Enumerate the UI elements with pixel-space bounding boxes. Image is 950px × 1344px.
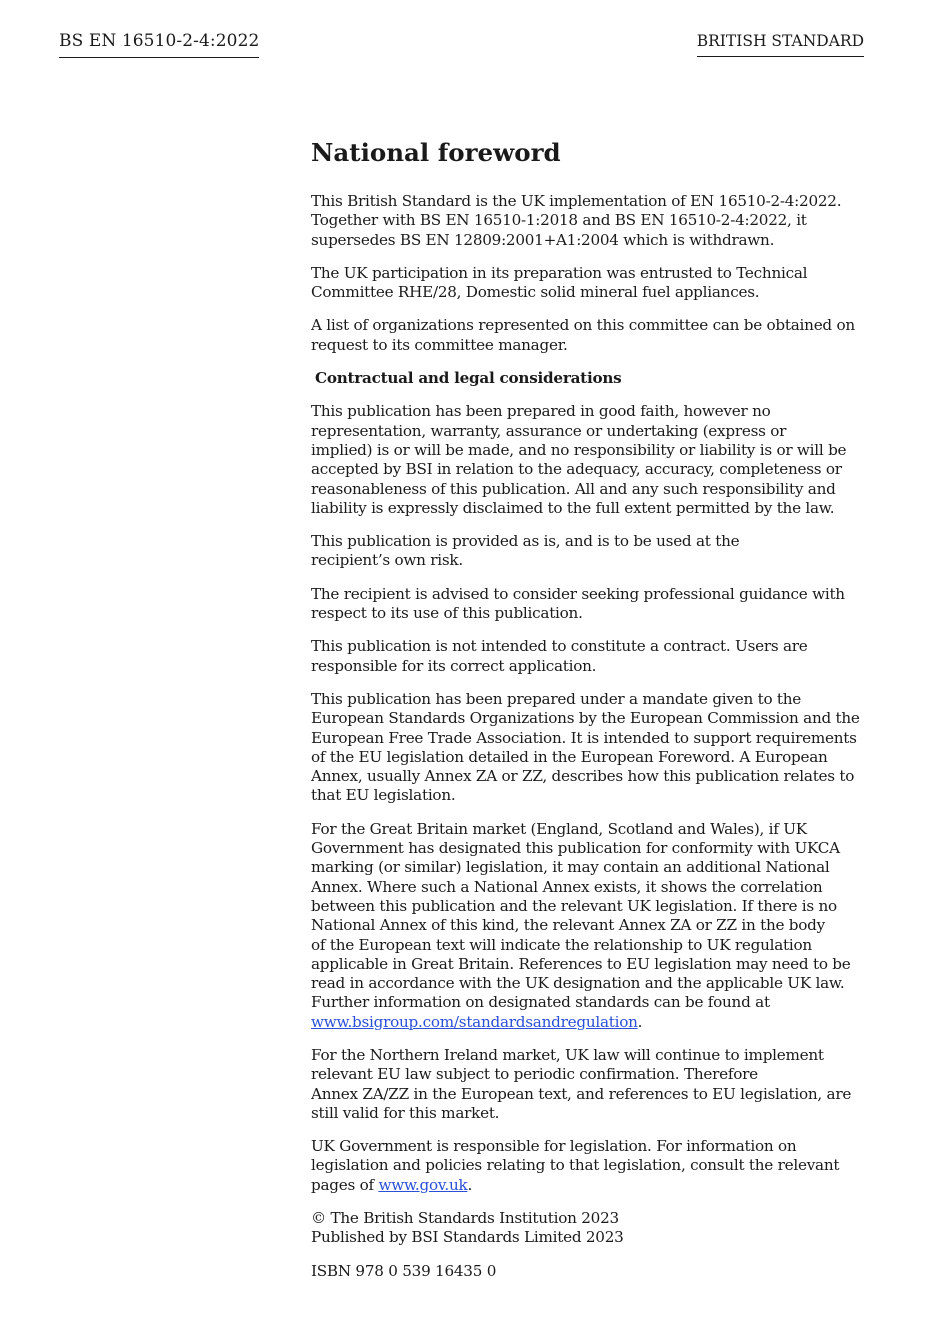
paragraph-mandate: This publication has been prepared under a mandate given to the European Standards Organizations by the European Commission and the European Free Trade Association. It is intended to support requirements of the EU legislation detailed in the European Foreword. A European Annex, usually Annex ZA or ZZ, describes how this publication relates to that EU legislation. (311, 689, 860, 805)
paragraph-great-britain-text: For the Great Britain market (England, Scotland and Wales), if UK Government has designated this publication for conformity with UKCA marking (or similar) legislation, it may contain an additional National Annex. Where such a National Annex exists, it shows the correlation between this publication and the relevant UK legislation. If there is no National Annex of this kind, the relevant Annex ZA or ZZ in the body of the European text will indicate the relationship to UK regulation applicable in Great Britain. References to EU legislation may need to be read in accordance with the UK designation and the applicable UK law. Further information on designated standards can be found at (311, 819, 851, 1012)
paragraph-uk-government (311, 1137, 871, 1195)
paragraph-good-faith: This publication has been prepared in good faith, however no representation, warranty, assurance or undertaking (express or implied) is or will be made, and no responsibility or liability is or will be accepted by BSI in relation to the adequacy, accuracy, completeness or reasonableness of this publication. All and any such responsibility and liability is expressly disclaimed to the full extent permitted by the law. (311, 402, 847, 517)
paragraph-great-britain (311, 820, 871, 1032)
isbn: ISBN 978 0 539 16435 0 (311, 1261, 497, 1280)
paragraph-committee: The UK participation in its preparation was entrusted to Technical Committee RHE/28, Domestic solid mineral fuel appliances. (311, 263, 808, 302)
document-id: BS EN 16510-2-4:2022 (59, 31, 259, 58)
paragraph-contract: This publication is not intended to constitute a contract. Users are responsible for its correct application. (311, 637, 808, 675)
paragraph-uk-government-end: . (467, 1175, 473, 1194)
paragraph-own-risk: This publication is provided as is, and is to be used at the recipient’s own risk. (311, 532, 740, 570)
page-title: National foreword (311, 138, 561, 167)
subheading-legal: Contractual and legal considerations (315, 369, 622, 388)
paragraph-implementation: This British Standard is the UK implementation of EN 16510-2-4:2022. Together with BS EN 16510-1:2018 and BS EN 16510-2-4:2022, it supersedes BS EN 12809:2001+A1:2004 which is withdrawn. (311, 192, 842, 249)
copyright-notice: © The British Standards Institution 2023 Published by BSI Standards Limited 2023 (311, 1209, 624, 1247)
series-label: BRITISH STANDARD (697, 32, 864, 57)
paragraph-guidance: The recipient is advised to consider seeking professional guidance with respect to its use of this publication. (311, 584, 845, 623)
paragraph-uk-government-text: UK Government is responsible for legislation. For information on legislation and policies relating to that legislation, consult the relevant pages of (311, 1137, 840, 1194)
gov-uk-link[interactable]: www.gov.uk (378, 1175, 468, 1194)
bsigroup-link[interactable]: www.bsigroup.com/standardsandregulation (311, 1012, 638, 1031)
paragraph-organizations: A list of organizations represented on this committee can be obtained on request to its committee manager. (311, 316, 855, 354)
paragraph-great-britain-end: . (637, 1012, 643, 1031)
paragraph-northern-ireland: For the Northern Ireland market, UK law will continue to implement relevant EU law subject to periodic confirmation. Therefore Annex ZA/ZZ in the European text, and references to EU legislation, are still valid for this market. (311, 1045, 852, 1122)
foreword-section (311, 136, 871, 1295)
